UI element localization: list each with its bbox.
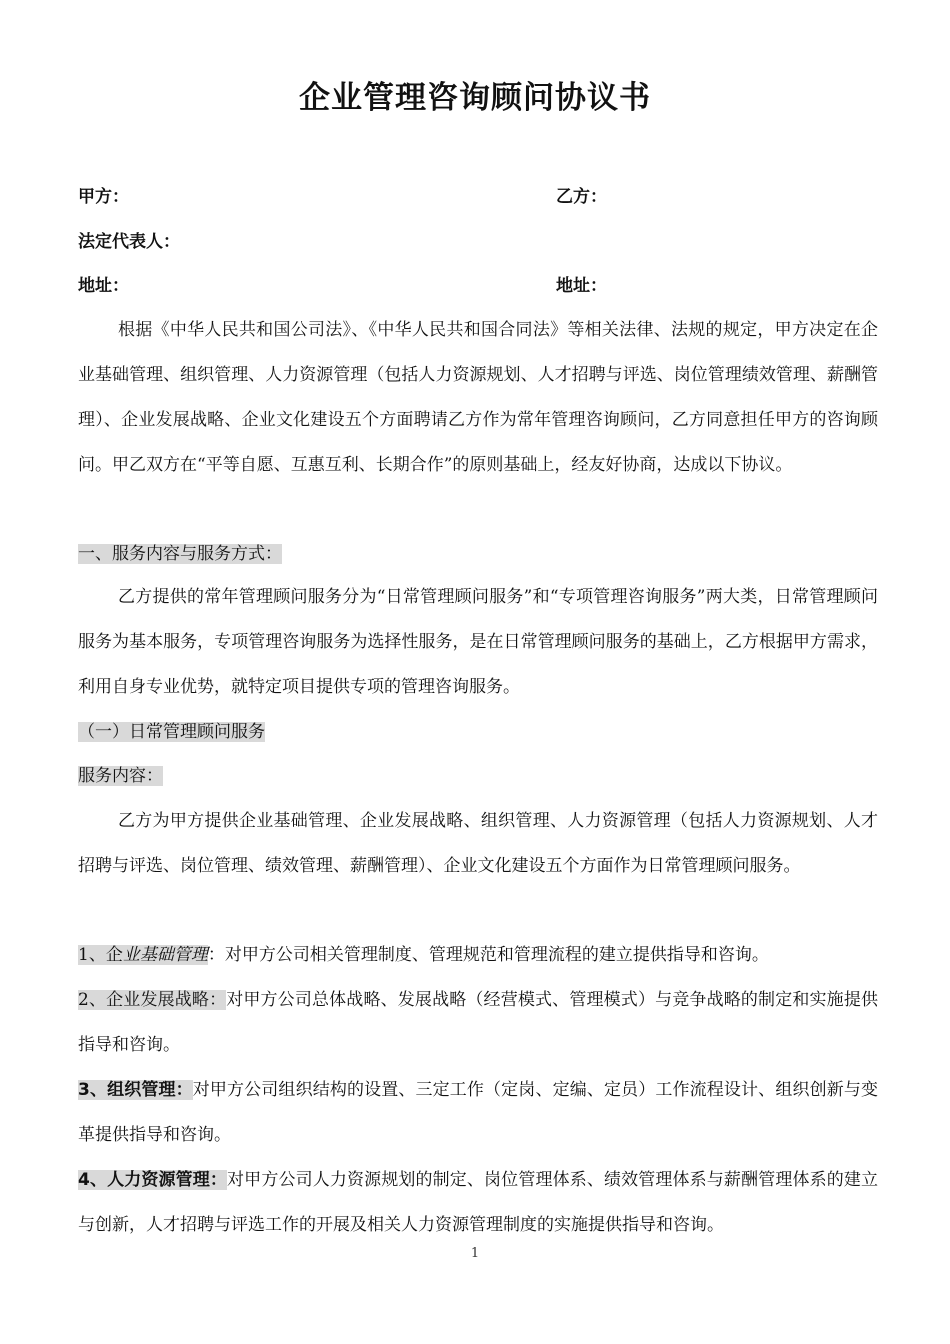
legal-representative-label: 法定代表人： [78, 232, 180, 252]
service-item-1 [78, 933, 878, 978]
intro-paragraph: 根据《中华人民共和国公司法》、《中华人民共和国合同法》等相关法律、法规的规定，甲方决定在企业基础管理、组织管理、人力资源管理（包括人力资源规划、人才招聘与评选、岗位管理绩效管理、薪酬管理）、企业发展战略、企业文化建设五个方面聘请乙方作为常年管理咨询顾问，乙方同意担任甲方的咨询顾问。甲乙双方在“平等自愿、互惠互利、长期合作”的原则基础上，经友好协商，达成以下协议。 [78, 320, 878, 475]
service-item-4-text: 对甲方公司人力资源规划的制定、岗位管理体系、绩效管理体系与薪酬管理体系的建立与创新，人才招聘与评选工作的开展及相关人力资源管理制度的实施提供指导和咨询。 [78, 1170, 878, 1235]
service-item-2-text: 对甲方公司总体战略、发展战略（经营模式、管理模式）与竞争战略的制定和实施提供指导和咨询。 [78, 990, 878, 1055]
service-item-3 [78, 1068, 878, 1158]
service-content-body: 乙方为甲方提供企业基础管理、企业发展战略、组织管理、人力资源管理（包括人力资源规划、人才招聘与评选、岗位管理、绩效管理、薪酬管理）、企业文化建设五个方面作为日常管理顾问服务。 [78, 811, 878, 876]
service-item-1-lead [78, 945, 208, 965]
service-item-4 [78, 1158, 878, 1248]
party-b-address-label: 地址： [556, 276, 607, 296]
page-number: 1 [470, 1246, 480, 1261]
subsection-1-heading-text: （一）日常管理顾问服务 [78, 722, 265, 742]
service-item-1-lead-italic: 业基础管理 [122, 945, 208, 965]
document-title: 企业管理咨询顾问协议书 [299, 80, 651, 116]
service-item-2-lead: 2、企业发展战略： [78, 990, 227, 1010]
section-1-heading-text: 一、服务内容与服务方式： [78, 544, 282, 564]
service-item-1-text: 对甲方公司相关管理制度、管理规范和管理流程的建立提供指导和咨询。 [224, 945, 769, 965]
service-item-3-text: 对甲方公司组织结构的设置、三定工作（定岗、定编、定员）工作流程设计、组织创新与变革提供指导和咨询。 [78, 1080, 878, 1145]
service-item-3-lead: 3、组织管理： [78, 1080, 193, 1100]
service-item-1-number: 1、企 [78, 945, 123, 965]
party-b-label: 乙方： [556, 187, 607, 207]
service-item-2 [78, 978, 878, 1068]
party-a-label: 甲方： [78, 187, 129, 207]
section-1-body: 乙方提供的常年管理顾问服务分为“日常管理顾问服务”和“专项管理咨询服务”两大类，日常管理顾问服务为基本服务，专项管理咨询服务为选择性服务，是在日常管理顾问服务的基础上，乙方根据甲方需求，利用自身专业优势，就特定项目提供专项的管理咨询服务。 [78, 587, 878, 697]
subsection-1-heading [78, 718, 265, 746]
party-a-address-label: 地址： [78, 276, 129, 296]
service-item-1-separator: ： [207, 945, 225, 965]
section-1-heading [78, 540, 282, 568]
service-content-label [78, 762, 163, 790]
service-content-label-text: 服务内容： [78, 766, 163, 786]
service-item-4-lead: 4、人力资源管理： [78, 1170, 228, 1190]
